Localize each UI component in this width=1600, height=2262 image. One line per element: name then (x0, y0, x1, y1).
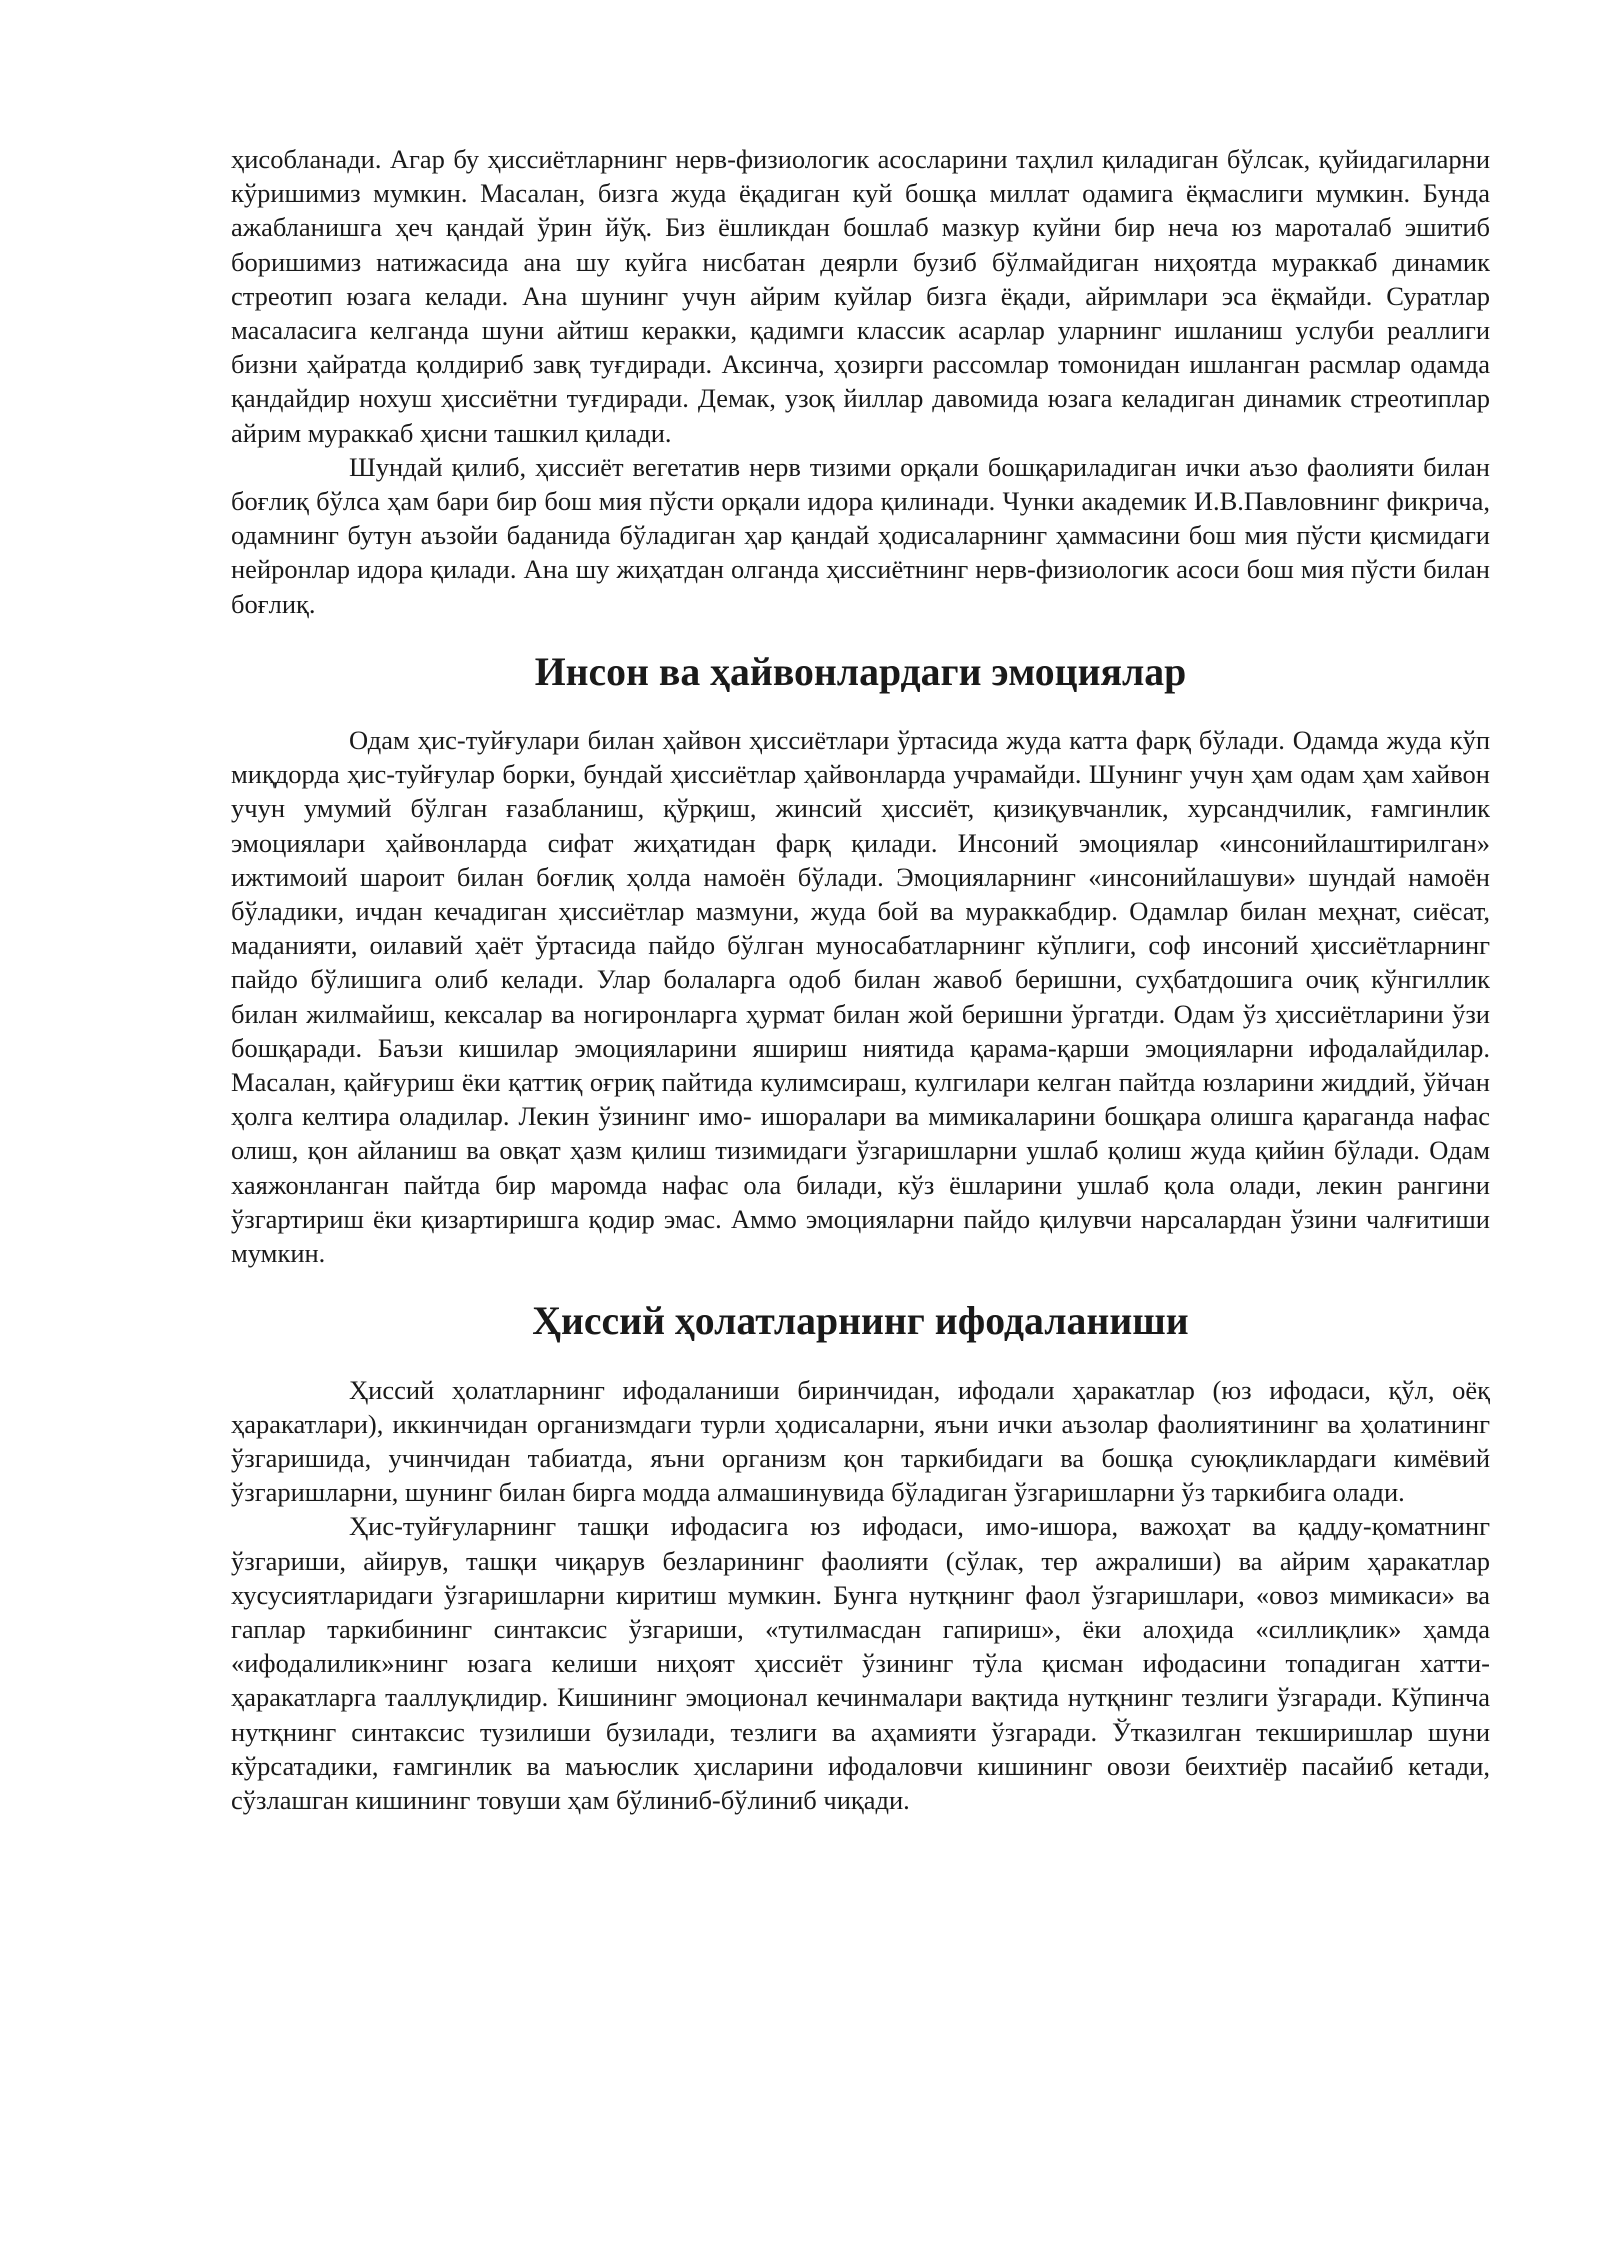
spacer (231, 1339, 1490, 1373)
section-heading-emotions: Инсон ва ҳайвонлардаги эмоциялар (534, 649, 1187, 694)
paragraph-human-animal-emotions: Одам ҳис-туйғулари билан ҳайвон ҳиссиётлари ўртасида жуда катта фарқ бўлади. Одамда жуда кўп миқдорда ҳис-туйғулар борки, бундай ҳиссиётлар ҳайвонларда учрамайди. Шунинг учун ҳам одам ҳам хайвон учун умумий бўлган ғазабланиш, қўрқиш, жинсий ҳиссиёт, қизиқувчанлик, хурсандчилик, ғамгинлик эмоциялари ҳайвонларда сифат жиҳатидан фарқ қилади. Инсоний эмоциялар «инсонийлаштирилган» ижтимоий шароит билан боғлиқ ҳолда намоён бўлади. Эмоцияларнинг «инсонийлашуви» шундай намоён бўладики, ичдан кечадиган ҳиссиётлар мазмуни, жуда бой ва мураккабдир. Одамлар билан меҳнат, сиёсат, маданияти, оилавий ҳаёт ўртасида пайдо бўлган муносабатларнинг кўплиги, соф инсоний ҳиссиётларнинг пайдо бўлишига олиб келади. Улар болаларга одоб билан жавоб беришни, суҳбатдошига очиқ кўнгиллик билан жилмайиш, кексалар ва ногиронларга ҳурмат билан жой беришни ўргатди. Одам ўз ҳиссиётларини ўзи бошқаради. Баъзи кишилар эмоцияларини яшириш ниятида қарама-қарши эмоцияларни ифодалайдилар. Масалан, қайғуриш ёки қаттиқ оғриқ пайтида кулимсираш, кулгилари келган пайтда юзларини жиддий, ўйчан ҳолга келтира оладилар. Лекин ўзининг имо- ишоралари ва мимикаларини бошқара олишга қараганда нафас олиш, қон айланиш ва овқат ҳазм қилиш тизимидаги ўзгаришларни ушлаб қолиш жуда қийин бўлади. Одам хаяжонланган пайтда бир маромда нафас ола билади, кўз ёшларини ушлаб қола олади, лекин рангини ўзгартириш ёки қизартиришга қодир эмас. Аммо эмоцияларни пайдо қилувчи нарсалардан ўзини чалғитиши мумкин. (231, 725, 1490, 1269)
paragraph-continuation: ҳисобланади. Агар бу ҳиссиётларнинг нерв-физиологик асосларини таҳлил қиладиган бўлсак, қуйидагиларни кўришимиз мумкин. Масалан, бизга жуда ёқадиган куй бошқа миллат одамига ёқмаслиги мумкин. Бунда ажабланишга ҳеч қандай ўрин йўқ. Биз ёшликдан бошлаб мазкур куйни бир неча юз мароталаб эшитиб боришимиз натижасида ана шу куйга нисбатан деярли бузиб бўлмайдиган ниҳоятда мураккаб динамик стреотип юзага келади. Ана шунинг учун айрим куйлар бизга ёқади, айримлари эса ёқмайди. Суратлар масаласига келганда шуни айтиш керакки, қадимги классик асарлар уларнинг ишланиш услуби реаллиги бизни ҳайратда қолдириб завқ туғдиради. Аксинча, ҳозирги рассомлар томонидан ишланган расмлар одамда қандайдир нохуш ҳиссиётни туғдиради. Демак, узоқ йиллар давомида юзага келадиган динамик стреотиплар айрим мураккаб ҳисни ташкил қилади. (231, 144, 1490, 448)
paragraph-expression-1: Ҳиссий ҳолатларнинг ифодаланиши биринчидан, ифодали ҳаракатлар (юз ифодаси, қўл, оёқ ҳаракатлари), иккинчидан организмдаги турли ҳодисаларни, яъни ички аъзолар фаолиятининг ва ҳолатининг ўзгаришида, учинчидан табиатда, яъни организм қон таркибидаги ва бошқа суюқликлардаги кимёвий ўзгаришларни, шунинг билан бирга модда алмашинувида бўладиган ўзгаришларни ўз таркибига олади. (231, 1374, 1490, 1508)
paragraph-expression-2: Ҳис-туйғуларнинг ташқи ифодасига юз ифодаси, имо-ишора, важоҳат ва қадду-қоматнинг ўзгариши, айирув, ташқи чиқарув безларининг фаолияти (сўлак, тер ажралиши) ва айрим ҳаракатлар хусусиятларидаги ўзгаришларни киритиш мумкин. Бунга нутқнинг фаол ўзгаришлари, «овоз мимикаси» ва гаплар таркибининг синтаксис ўзгариши, «тутилмасдан гапириш», ёки алоҳида «силлиқлик» ҳамда «ифодалилик»нинг юзага келиши ниҳоят ҳиссиёт ўзининг тўла қисман ифодасини топадиган хатти-ҳаракатларга тааллуқлидир. Кишининг эмоционал кечинмалари вақтида нутқнинг тезлиги ўзгаради. Кўпинча нутқнинг синтаксис тузилиши бузилади, тезлиги ва аҳамияти ўзгаради. Ўтказилган текширишлар шуни кўрсатадики, ғамгинлик ва маъюслик ҳисларини ифодаловчи кишининг овози беихтиёр пасайиб кетади, сўзлашган кишининг товуши ҳам бўлиниб-бўлиниб чиқади. (231, 1511, 1490, 1815)
spacer (231, 689, 1490, 723)
section-heading-expression: Ҳиссий ҳолатларнинг ифодаланиши (532, 1299, 1189, 1344)
paragraph-nervous-system: Шундай қилиб, ҳиссиёт вегетатив нерв тизими орқали бошқариладиган ички аъзо фаолияти билан боғлиқ бўлса ҳам бари бир бош мия пўсти орқали идора қилинади. Чунки академик И.В.Павловнинг фикрича, одамнинг бутун аъзойи баданида бўладиган ҳар қандай ҳодисаларнинг ҳаммасини бош мия пўсти қисмидаги нейронлар идора қилади. Ана шу жиҳатдан олганда ҳиссиётнинг нерв-физиологик асоси бош мия пўсти билан боғлиқ. (231, 451, 1490, 619)
text-column (231, 142, 1490, 1817)
